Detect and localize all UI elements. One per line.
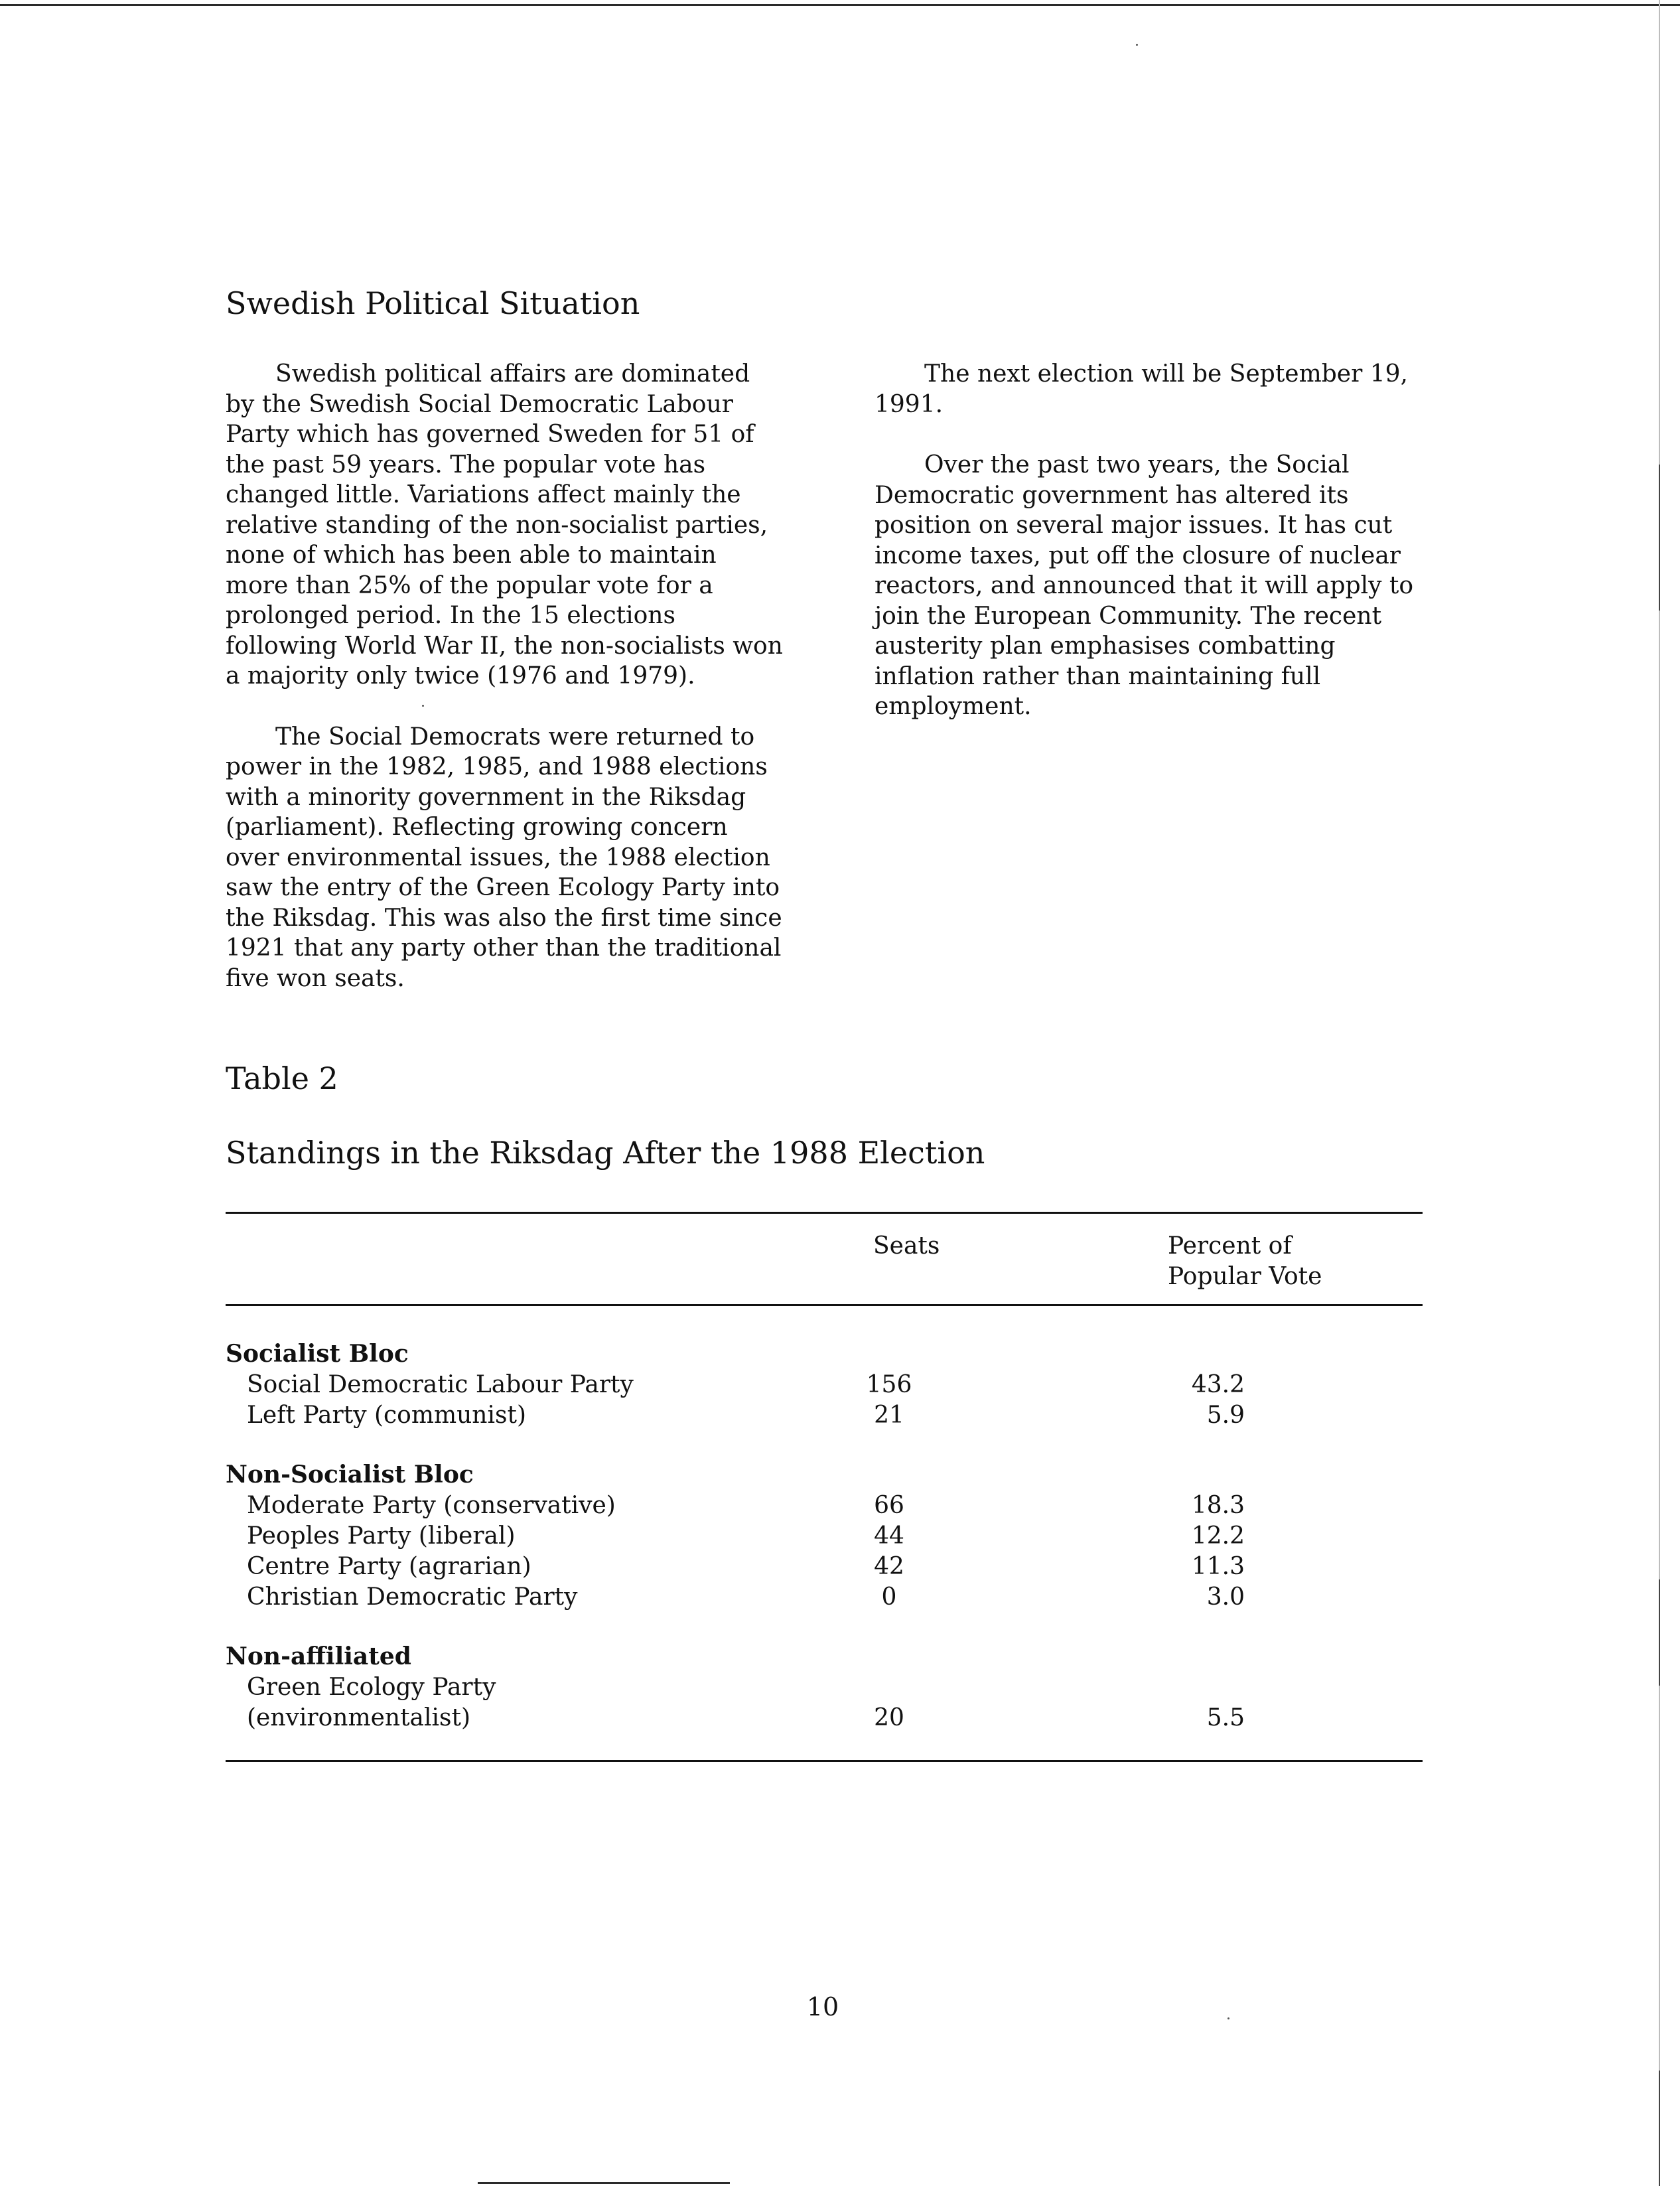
percent-value: 43.2 [1191,1371,1245,1398]
scan-bottom-line [478,2182,730,2184]
scan-speck [1136,44,1138,46]
table-header-rule [226,1304,1423,1306]
party-name: Peoples Party (liberal) [247,1522,516,1550]
party-name: Green Ecology Party [247,1674,496,1701]
column-header-percent: Percent of Popular Vote [1168,1232,1322,1290]
seats-value: 44 [874,1522,904,1550]
scan-right-edge-mark [1659,1579,1660,1686]
party-name: Left Party (communist) [247,1402,526,1429]
column-header-seats: Seats [873,1232,940,1260]
table-label: Table 2 [226,1060,338,1096]
party-name-continued: (environmentalist) [247,1704,471,1731]
page-number: 10 [806,1992,839,2021]
percent-value: 11.3 [1191,1553,1245,1580]
seats-value: 42 [874,1553,904,1580]
seats-value: 0 [881,1583,897,1611]
scan-right-edge [1659,0,1660,2186]
paragraph: Swedish political affairs are dominated by the Swedish Social Democratic Labour Party which has governed Sweden for 51 of the past 59 years. The popular vote has changed little. Variations affect mainly the relative standing of the non-socialist parties, none of which has been able to maintain more than 25% of the popular vote for a prolonged period. In the 15 elections following World War II, the non-socialists won a majority only twice (1976 and 1979). [226,360,783,690]
seats-value: 156 [866,1371,912,1398]
right-column [875,359,1432,753]
party-name: Centre Party (agrarian) [247,1553,531,1580]
scan-edge-line [0,4,1680,6]
party-name: Christian Democratic Party [247,1583,578,1611]
table-top-rule [226,1212,1423,1214]
percent-value: 5.5 [1206,1704,1245,1731]
group-heading: Non-Socialist Bloc [226,1461,474,1489]
percent-value: 18.3 [1191,1492,1245,1519]
party-name: Social Democratic Labour Party [247,1371,634,1398]
paragraph: Over the past two years, the Social Democratic government has altered its position on several major issues. It has cut income taxes, put off the closure of nuclear reactors, and announced that it will apply to join the European Community. The recent austerity plan emphasises combatting inflation rather than maintaining full employment. [875,451,1414,720]
table-bottom-rule [226,1760,1423,1762]
group-heading: Socialist Bloc [226,1340,409,1368]
party-name: Moderate Party (conservative) [247,1492,616,1519]
scan-right-edge-mark [1659,2071,1660,2186]
scan-speck [1227,2017,1229,2019]
percent-value: 12.2 [1191,1522,1245,1550]
scan-right-edge-mark [1659,465,1660,611]
seats-value: 66 [874,1492,904,1519]
percent-value: 5.9 [1206,1402,1245,1429]
left-column [226,359,783,1024]
seats-value: 21 [874,1402,904,1429]
paragraph: The Social Democrats were returned to power in the 1982, 1985, and 1988 elections with a minority government in the Riksdag (parliament). Reflecting growing concern over environmental issues, the 1988 election saw the entry of the Green Ecology Party into the Riksdag. This was also the first time since 1921 that any party other than the traditional five won seats. [226,723,782,992]
group-heading: Non-affiliated [226,1642,411,1670]
seats-value: 20 [874,1704,904,1731]
section-title: Swedish Political Situation [226,285,640,321]
table-title: Standings in the Riksdag After the 1988 Election [226,1135,985,1171]
percent-value: 3.0 [1206,1583,1245,1611]
paragraph: The next election will be September 19, 1991. [875,360,1408,418]
